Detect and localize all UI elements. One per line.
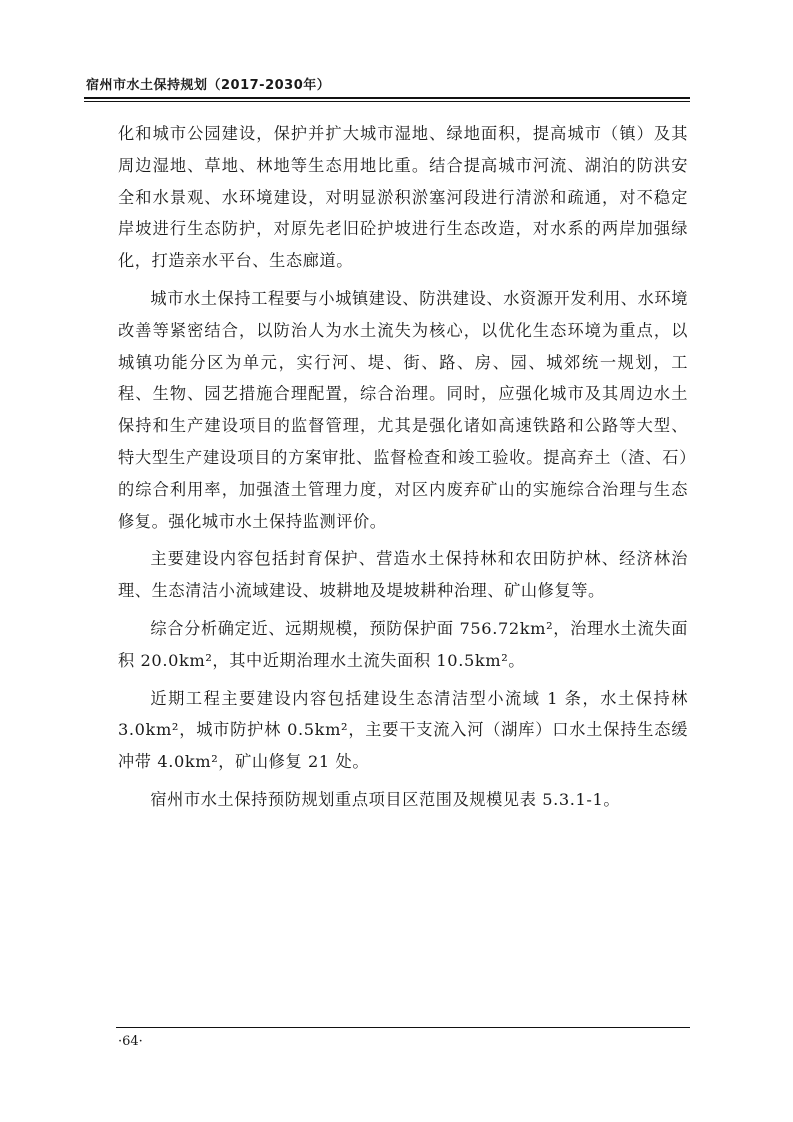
paragraph-1: 化和城市公园建设，保护并扩大城市湿地、绿地面积，提高城市（镇）及其周边湿地、草地、林地等生态用地比重。结合提高城市河流、湖泊的防洪安全和水景观、水环境建设，对明显淤积淤塞河段进行清淤和疏通，对不稳定岸坡进行生态防护，对原先老旧砼护坡进行生态改造，对水系的两岸加强绿化，打造亲水平台、生态廊道。 bbox=[118, 124, 688, 271]
paragraph-3: 主要建设内容包括封育保护、营造水土保持林和农田防护林、经济林治理、生态清洁小流域建设、坡耕地及堤坡耕种治理、矿山修复等。 bbox=[118, 549, 688, 601]
paragraph-2: 城市水土保持工程要与小城镇建设、防洪建设、水资源开发利用、水环境改善等紧密结合，以防治人为水土流失为核心，以优化生态环境为重点，以城镇功能分区为单元，实行河、堤、街、路、房、园、城郊统一规划，工程、生物、园艺措施合理配置，综合治理。同时，应强化城市及其周边水土保持和生产建设项目的监督管理，尤其是强化诸如高速铁路和公路等大型、特大型生产建设项目的方案审批、监督检查和竣工验收。提高弃土（渣、石）的综合利用率，加强渣土管理力度，对区内废弃矿山的实施综合治理与生态修复。强化城市水土保持监测评价。 bbox=[118, 288, 688, 531]
header-rule bbox=[84, 97, 690, 99]
paragraph-5: 近期工程主要建设内容包括建设生态清洁型小流域 1 条，水土保持林 3.0km²，城市防护林 0.5km²，主要干支流入河（湖库）口水土保持生态缓冲带 4.0km²，矿山修复 21 处。 bbox=[118, 688, 688, 772]
footer-rule bbox=[116, 1027, 690, 1028]
header-rule-thin bbox=[84, 101, 690, 102]
paragraph-6: 宿州市水土保持预防规划重点项目区范围及规模见表 5.3.1-1。 bbox=[150, 789, 621, 809]
page-number: ·64· bbox=[118, 1034, 143, 1049]
running-header: 宿州市水土保持规划（2017-2030年） bbox=[86, 78, 331, 93]
paragraph-4: 综合分析确定近、远期规模，预防保护面 756.72km²，治理水土流失面积 20.0km²，其中近期治理水土流失面积 10.5km²。 bbox=[118, 618, 688, 670]
body-text bbox=[118, 118, 688, 816]
